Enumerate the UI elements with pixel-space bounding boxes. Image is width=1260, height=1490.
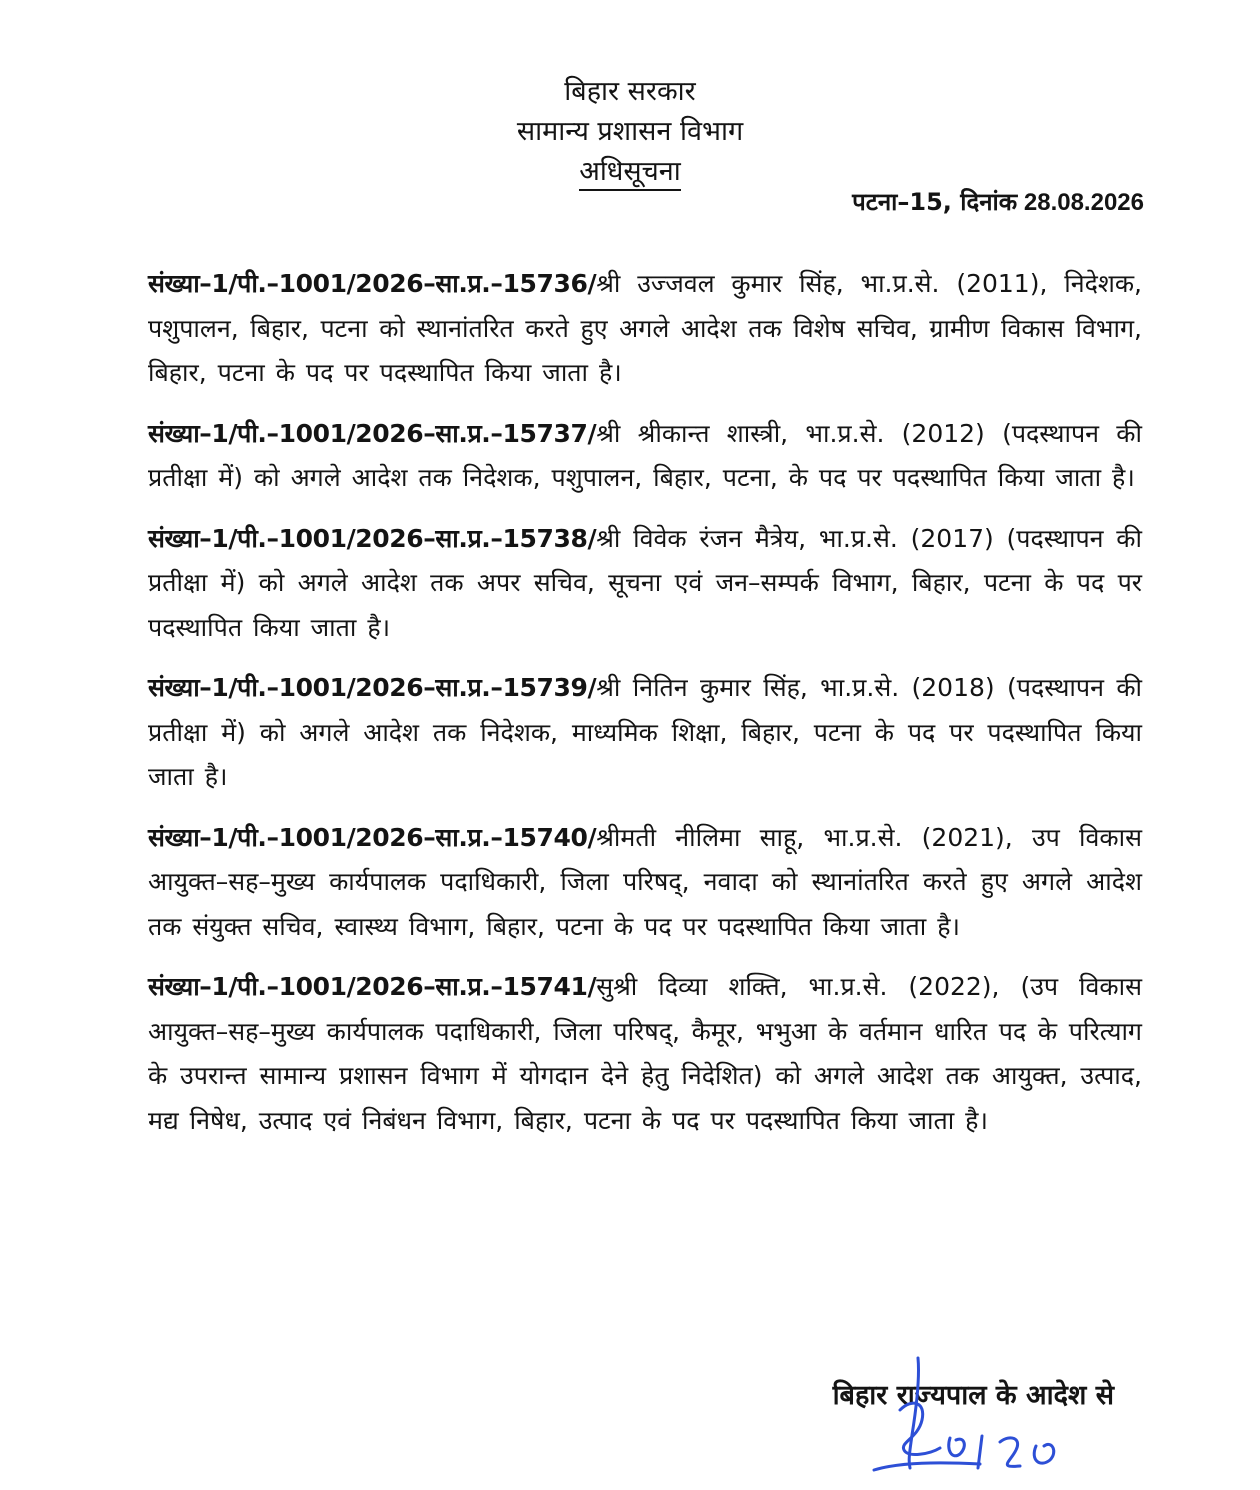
order-paragraph [148, 262, 1142, 396]
dateline-place: पटना–15, दिनांक [852, 188, 1018, 216]
order-paragraph [148, 965, 1142, 1143]
order-number: संख्या–1/पी.–1001/2026–सा.प्र.–15736/ [148, 269, 597, 298]
dateline [852, 184, 1144, 221]
department-heading: सामान्य प्रशासन विभाग [516, 116, 744, 147]
order-text: सुश्री दिव्या शक्ति, भा.प्र.से. (2022), (उप विकास आयुक्त–सह–मुख्य कार्यपालक पदाधिकारी, जिला परिषद्, कैमूर, भभुआ के वर्तमान धारित पद के परित्याग के उपरान्त सामान्य प्रशासन विभाग में योगदान देने हेतु निदेशित) को अगले आदेश तक आयुक्त, उत्पाद, मद्य निषेध, उत्पाद एवं निबंधन विभाग, बिहार, पटना के पद पर पदस्थापित किया जाता है। [148, 972, 1142, 1135]
order-text: श्री श्रीकान्त शास्त्री, भा.प्र.से. (2012) (पदस्थापन की प्रतीक्षा में) को अगले आदेश तक निदेशक, पशुपालन, बिहार, पटना, के पद पर पदस्थापित किया जाता है। [148, 418, 1142, 492]
order-text: श्री उज्जवल कुमार सिंह, भा.प्र.से. (2011), निदेशक, पशुपालन, बिहार, पटना को स्थानांतरित करते हुए अगले आदेश तक विशेष सचिव, ग्रामीण विकास विभाग, बिहार, पटना के पद पर पदस्थापित किया जाता है। [148, 269, 1142, 387]
handwritten-signature [860, 1350, 1100, 1490]
order-number: संख्या–1/पी.–1001/2026–सा.प्र.–15740/ [148, 822, 597, 852]
order-paragraph [148, 816, 1142, 950]
authority-line: बिहार राज्यपाल के आदेश से [832, 1380, 1114, 1411]
order-paragraph [148, 517, 1142, 651]
order-text: श्री विवेक रंजन मैत्रेय, भा.प्र.से. (2017) (पदस्थापन की प्रतीक्षा में) को अगले आदेश तक अपर सचिव, सूचना एवं जन–सम्पर्क विभाग, बिहार, पटना के पद पर पदस्थापित किया जाता है। [148, 523, 1142, 642]
order-number: संख्या–1/पी.–1001/2026–सा.प्र.–15741/ [148, 972, 597, 1001]
government-heading: बिहार सरकार [564, 76, 696, 107]
notification-title-text: अधिसूचना [579, 156, 681, 191]
dateline-date: 28.08.2026 [1023, 189, 1144, 216]
order-text: श्रीमती नीलिमा साहू, भा.प्र.से. (2021), उप विकास आयुक्त–सह–मुख्य कार्यपालक पदाधिकारी, जिला परिषद्, नवादा को स्थानांतरित करते हुए अगले आदेश तक संयुक्त सचिव, स्वास्थ्य विभाग, बिहार, पटना के पद पर पदस्थापित किया जाता है। [148, 822, 1142, 941]
order-number: संख्या–1/पी.–1001/2026–सा.प्र.–15739/ [148, 673, 597, 702]
order-text: श्री नितिन कुमार सिंह, भा.प्र.से. (2018) (पदस्थापन की प्रतीक्षा में) को अगले आदेश तक निदेशक, माध्यमिक शिक्षा, बिहार, पटना के पद पर पदस्थापित किया जाता है। [148, 673, 1142, 791]
order-paragraph [148, 666, 1142, 800]
order-number: संख्या–1/पी.–1001/2026–सा.प्र.–15738/ [148, 523, 597, 553]
order-number: संख्या–1/पी.–1001/2026–सा.प्र.–15737/ [148, 418, 597, 448]
order-paragraph [148, 412, 1142, 501]
orders-list [148, 262, 1142, 1159]
